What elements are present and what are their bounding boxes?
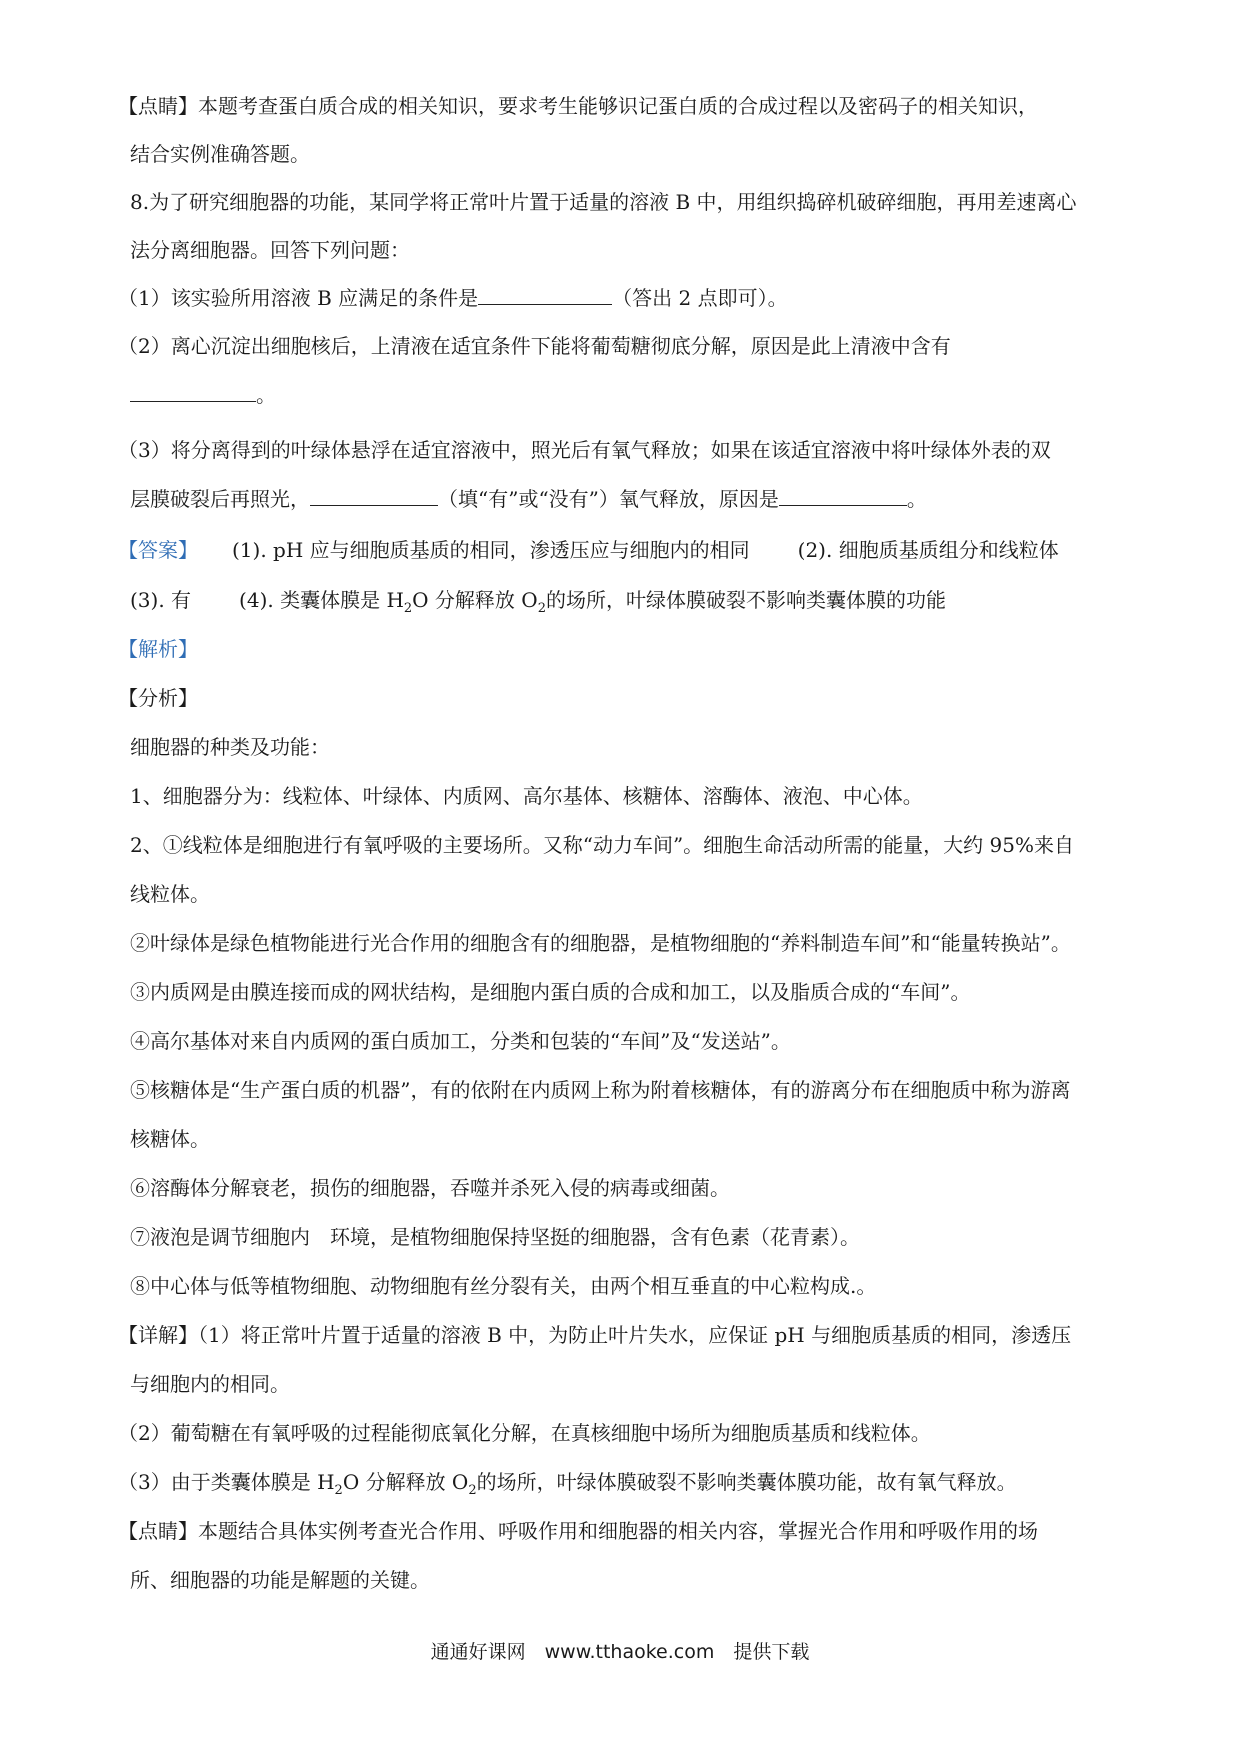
analysis-item-2-line-2: 线粒体。: [130, 882, 210, 906]
page-footer: 通通好课网 www.tthaoke.com 提供下载: [430, 1641, 810, 1663]
detail-1-line-2: 与细胞内的相同。: [130, 1372, 290, 1396]
question-8-part-2-blank: 。: [130, 380, 1140, 410]
question-8-stem-1: 8.为了研究细胞器的功能，某同学将正常叶片置于适量的溶液 B 中，用组织捣碎机破碎细胞，再用差速离心: [130, 190, 1077, 214]
answer-line-1: 【答案】 (1). pH 应与细胞质基质的相同，渗透压应与细胞内的相同 (2). 细胞质基质组分和线粒体: [118, 538, 1059, 562]
question-8-part-2: （2）离心沉淀出细胞核后，上清液在适宜条件下能将葡萄糖彻底分解，原因是此上清液中含有: [118, 334, 951, 358]
analysis-ribosome-line-1: ⑤核糖体是“生产蛋白质的机器”，有的依附在内质网上称为附着核糖体，有的游离分布在细胞质中称为游离: [130, 1078, 1071, 1102]
answer-blank: [130, 381, 256, 402]
question-8-part-1: （1）该实验所用溶液 B 应满足的条件是 （答出 2 点即可）。: [118, 286, 788, 310]
jiexi-tag: 【解析】: [118, 637, 198, 661]
analysis-chloroplast: ②叶绿体是绿色植物能进行光合作用的细胞含有的细胞器，是植物细胞的“养料制造车间”和“能量转换站”。: [130, 931, 1071, 955]
question-8-part-3-line-1: （3）将分离得到的叶绿体悬浮在适宜溶液中，照光后有氧气释放；如果在该适宜溶液中将叶绿体外表的双: [118, 438, 1051, 462]
answer-blank: [478, 284, 612, 305]
analysis-centrosome: ⑧中心体与低等植物细胞、动物细胞有丝分裂有关，由两个相互垂直的中心粒构成.。: [130, 1274, 877, 1298]
question-8-part-3-line-2: 层膜破裂后再照光， （填“有”或“没有”）氧气释放，原因是 。: [130, 487, 927, 511]
analysis-lysosome: ⑥溶酶体分解衰老，损伤的细胞器，吞噬并杀死入侵的病毒或细菌。: [130, 1176, 730, 1200]
detail-3: （3）由于类囊体膜是 $H_2O$ 分解释放 $O_2$的场所，叶绿体膜破裂不影响类囊体膜功能，故有氧气释放。: [118, 1470, 1017, 1498]
dianjing-line-1: 【点睛】本题考查蛋白质合成的相关知识，要求考生能够识记蛋白质的合成过程以及密码子的相关知识，: [118, 94, 1038, 118]
analysis-golgi: ④高尔基体对来自内质网的蛋白质加工，分类和包装的“车间”及“发送站”。: [130, 1029, 791, 1053]
question-8-stem-2: 法分离细胞器。回答下列问题：: [130, 238, 410, 262]
analysis-item-1: 1、细胞器分为：线粒体、叶绿体、内质网、高尔基体、核糖体、溶酶体、液泡、中心体。: [130, 784, 923, 808]
detail-2: （2）葡萄糖在有氧呼吸的过程能彻底氧化分解，在真核细胞中场所为细胞质基质和线粒体。: [118, 1421, 931, 1445]
dianjing-tag: 【点睛】: [118, 94, 198, 118]
answer-blank: [779, 485, 907, 506]
detail-tag: 【详解】: [118, 1323, 198, 1347]
answer-blank: [310, 485, 438, 506]
dianjing-line-2: 结合实例准确答题。: [130, 142, 310, 166]
answer-line-2: (3). 有 (4). 类囊体膜是 $H_2O$ 分解释放 $O_2$的场所，叶绿体膜破裂不影响类囊体膜的功能: [130, 588, 946, 616]
dianjing-2-tag: 【点睛】: [118, 1519, 198, 1543]
answer-tag: 【答案】: [118, 538, 198, 562]
analysis-vacuole: ⑦液泡是调节细胞内 环境，是植物细胞保持坚挺的细胞器，含有色素（花青素）。: [130, 1225, 860, 1249]
analysis-ribosome-line-2: 核糖体。: [130, 1127, 210, 1151]
analysis-item-2-line-1: 2、①线粒体是细胞进行有氧呼吸的主要场所。又称“动力车间”。细胞生命活动所需的能量，大约 95%来自: [130, 833, 1074, 857]
fenxi-tag: 【分析】: [118, 686, 198, 710]
detail-1-line-1: 【详解】（1）将正常叶片置于适量的溶液 B 中，为防止叶片失水，应保证 pH 与细胞质基质的相同，渗透压: [118, 1323, 1072, 1347]
dianjing-2-line-2: 所、细胞器的功能是解题的关键。: [130, 1568, 430, 1592]
analysis-er: ③内质网是由膜连接而成的网状结构，是细胞内蛋白质的合成和加工，以及脂质合成的“车间”。: [130, 980, 971, 1004]
analysis-intro: 细胞器的种类及功能：: [130, 735, 330, 759]
dianjing-2-line-1: 【点睛】本题结合具体实例考查光合作用、呼吸作用和细胞器的相关内容，掌握光合作用和呼吸作用的场: [118, 1519, 1038, 1543]
